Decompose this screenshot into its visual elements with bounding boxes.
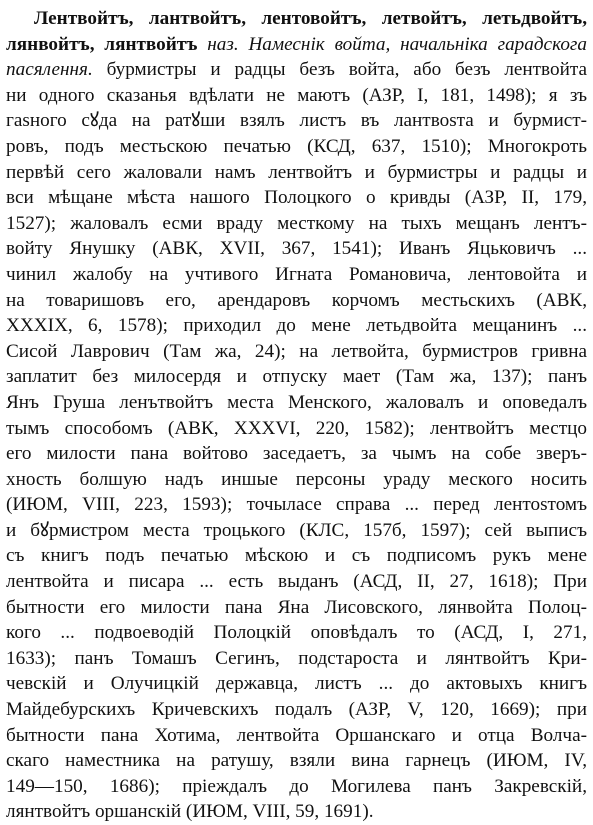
citation-lines xyxy=(6,83,587,825)
citation-line: тымъ способомъ (АВК, XXXVI, 220, 1582); лентвойтъ местцо xyxy=(6,417,587,439)
citation-line: 1633); панъ Томашъ Сегинъ, подстароста и лянтвойтъ Кри- xyxy=(6,647,587,669)
citation-line: 149—150, 1686); пріеждалъ до Могилева панъ Закревскій, xyxy=(6,775,587,797)
citation-line: ни одного сказанья вдѣлати не маютъ (АЗР, I, 181, 1498); я зъ xyxy=(6,84,587,106)
citation-line: Янъ Груша ленътвойтъ места Менского, жаловалъ и оповедалъ xyxy=(6,391,587,413)
headword-variants: Лентвойтъ, лантвойтъ, лентовойтъ, летвойтъ, летьдвойтъ, xyxy=(34,8,587,29)
citation-line: первѣй сего жаловали намъ лентвойтъ и бурмистры и радцы и xyxy=(6,161,587,183)
citation-line: съ книгъ подъ печатью мѣскою и съ подписомъ рукъ мене xyxy=(6,545,587,567)
citation-line: на товаришовъ его, арендаровъ корчомъ местьскихъ (АВК, xyxy=(6,289,587,311)
citation-line: ровъ, подъ местьскою печатью (КСД, 637, 1510); Многокроть xyxy=(6,135,587,157)
definition-gloss: Намеснік войта, начальніка гарадскога xyxy=(248,33,587,55)
citation-line: бытности пана Хотима, лентвойта Оршанскаго и отца Волча- xyxy=(6,724,587,746)
citation-line: скаго наместника на ратушу, взяли вина гарнецъ (ИЮМ, IV, xyxy=(6,750,587,772)
citation-line: XXXIX, 6, 1578); приходил до мене летьдвойта мещанинъ ... xyxy=(6,315,587,337)
citation-line: вси мѣщане мѣста нашого Полоцкого о кривды (АЗР, II, 179, xyxy=(6,187,587,209)
headword-variants-continued: лянвойтъ, лянтвойтъ xyxy=(6,33,198,55)
citation-line: его милости пана войтово заседаетъ, за чымъ на собе зверъ- xyxy=(6,443,587,465)
citation-line: чевскій и Олучицкій державца, листъ ... до актовыхъ книгъ xyxy=(6,673,587,695)
citation-line: кого ... подвоеводій Полоцкій оповѣдалъ то (АСД, I, 271, xyxy=(6,622,587,644)
citation-text: бурмистры и радцы безъ войта, або безъ лентвойта xyxy=(92,59,587,81)
citation-line: 1527); жаловалъ есми враду месткому на тыхъ мещанъ лентъ- xyxy=(6,212,587,234)
citation-line: чинил жалобу на учтивого Игната Романовича, лентовойта и xyxy=(6,263,587,285)
citation-line: гаѕного сꙋда на ратꙋши взялъ листъ въ лантвоѕта и бурмист- xyxy=(6,110,587,132)
entry-line-2 xyxy=(6,32,587,58)
citation-line: хность болшую надъ иншые персоны ураду меского носить xyxy=(6,468,587,490)
entry-line-3 xyxy=(6,57,587,83)
citation-line: и бꙋрмистром места троцького (КЛС, 157б, 1597); сей выписъ xyxy=(6,519,587,541)
citation-line: заплатит без милосердя и отпуску мает (Там жа, 137); панъ xyxy=(6,366,587,388)
entry-line-1 xyxy=(6,6,587,32)
dictionary-entry xyxy=(6,6,587,825)
citation-line: бытности его милости пана Яна Лисовского, лянвойта Полоц- xyxy=(6,596,587,618)
citation-line: лентвойта и писара ... есть выданъ (АСД, II, 27, 1618); При xyxy=(6,571,587,593)
citation-line: лянтвойтъ оршанскій (ИЮМ, VIII, 59, 1691). xyxy=(6,801,374,823)
citation-line: войту Янушку (АВК, XVII, 367, 1541); Иванъ Яцьковичъ ... xyxy=(6,238,587,260)
grammar-label: наз. xyxy=(197,33,249,55)
definition-gloss-end: пасялення. xyxy=(6,59,93,81)
citation-line: (ИЮМ, VIII, 223, 1593); точыласе справа ... перед лентоѕтомъ xyxy=(6,494,587,516)
citation-line: Майдебурскихъ Кричевскихъ подалъ (АЗР, V, 120, 1669); при xyxy=(6,699,587,721)
citation-line: Сисой Лаврович (Там жа, 24); на летвойта, бурмистров гривна xyxy=(6,340,587,362)
